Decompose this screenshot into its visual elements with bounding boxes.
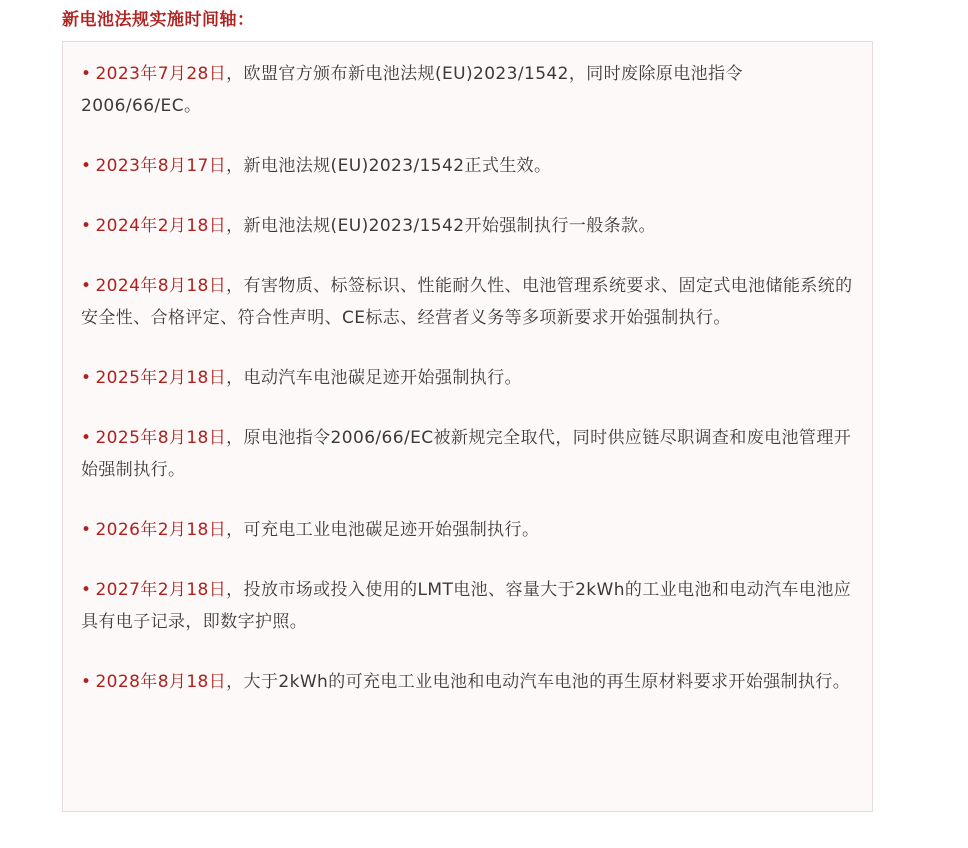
entry-date: 2027年2月18日 xyxy=(95,580,227,600)
entry-date: 2025年2月18日 xyxy=(95,368,227,388)
bullet-icon: • xyxy=(81,428,92,448)
bullet-icon: • xyxy=(81,520,92,540)
entry-date: 2028年8月18日 xyxy=(95,672,227,692)
entry-date: 2024年8月18日 xyxy=(95,276,227,296)
entry-date: 2025年8月18日 xyxy=(95,428,227,448)
timeline-entry xyxy=(81,58,854,122)
timeline-entry xyxy=(81,666,854,698)
entry-text: ，新电池法规(EU)2023/1542开始强制执行一般条款。 xyxy=(226,216,656,236)
entry-text: ，有害物质、标签标识、性能耐久性、电池管理系统要求、固定式电池储能系统的安全性、合格评定、符合性声明、CE标志、经营者义务等多项新要求开始强制执行。 xyxy=(81,276,853,328)
bullet-icon: • xyxy=(81,276,92,296)
entry-date: 2026年2月18日 xyxy=(95,520,227,540)
entry-text: ，原电池指令2006/66/EC被新规完全取代，同时供应链尽职调查和废电池管理开始强制执行。 xyxy=(81,428,852,480)
timeline-entry xyxy=(81,422,854,486)
entry-text: ，电动汽车电池碳足迹开始强制执行。 xyxy=(226,368,522,388)
timeline-entry xyxy=(81,150,854,182)
section-heading: 新电池法规实施时间轴： xyxy=(62,10,255,30)
entry-date: 2023年8月17日 xyxy=(95,156,227,176)
bullet-icon: • xyxy=(81,64,92,84)
entry-date: 2024年2月18日 xyxy=(95,216,227,236)
bullet-icon: • xyxy=(81,672,92,692)
timeline-entry xyxy=(81,362,854,394)
timeline-entry xyxy=(81,210,854,242)
timeline-box xyxy=(62,41,873,812)
entry-text: ，大于2kWh的可充电工业电池和电动汽车电池的再生原材料要求开始强制执行。 xyxy=(226,672,851,692)
entry-text: ，新电池法规(EU)2023/1542正式生效。 xyxy=(226,156,552,176)
bullet-icon: • xyxy=(81,580,92,600)
entry-text: ，欧盟官方颁布新电池法规(EU)2023/1542，同时废除原电池指令2006/66/EC。 xyxy=(81,64,743,116)
bullet-icon: • xyxy=(81,368,92,388)
timeline-entry xyxy=(81,514,854,546)
timeline-entry xyxy=(81,270,854,334)
entry-date: 2023年7月28日 xyxy=(95,64,227,84)
entry-text: ，投放市场或投入使用的LMT电池、容量大于2kWh的工业电池和电动汽车电池应具有电子记录，即数字护照。 xyxy=(81,580,852,632)
bullet-icon: • xyxy=(81,216,92,236)
bullet-icon: • xyxy=(81,156,92,176)
entry-text: ，可充电工业电池碳足迹开始强制执行。 xyxy=(226,520,540,540)
timeline-entry xyxy=(81,574,854,638)
